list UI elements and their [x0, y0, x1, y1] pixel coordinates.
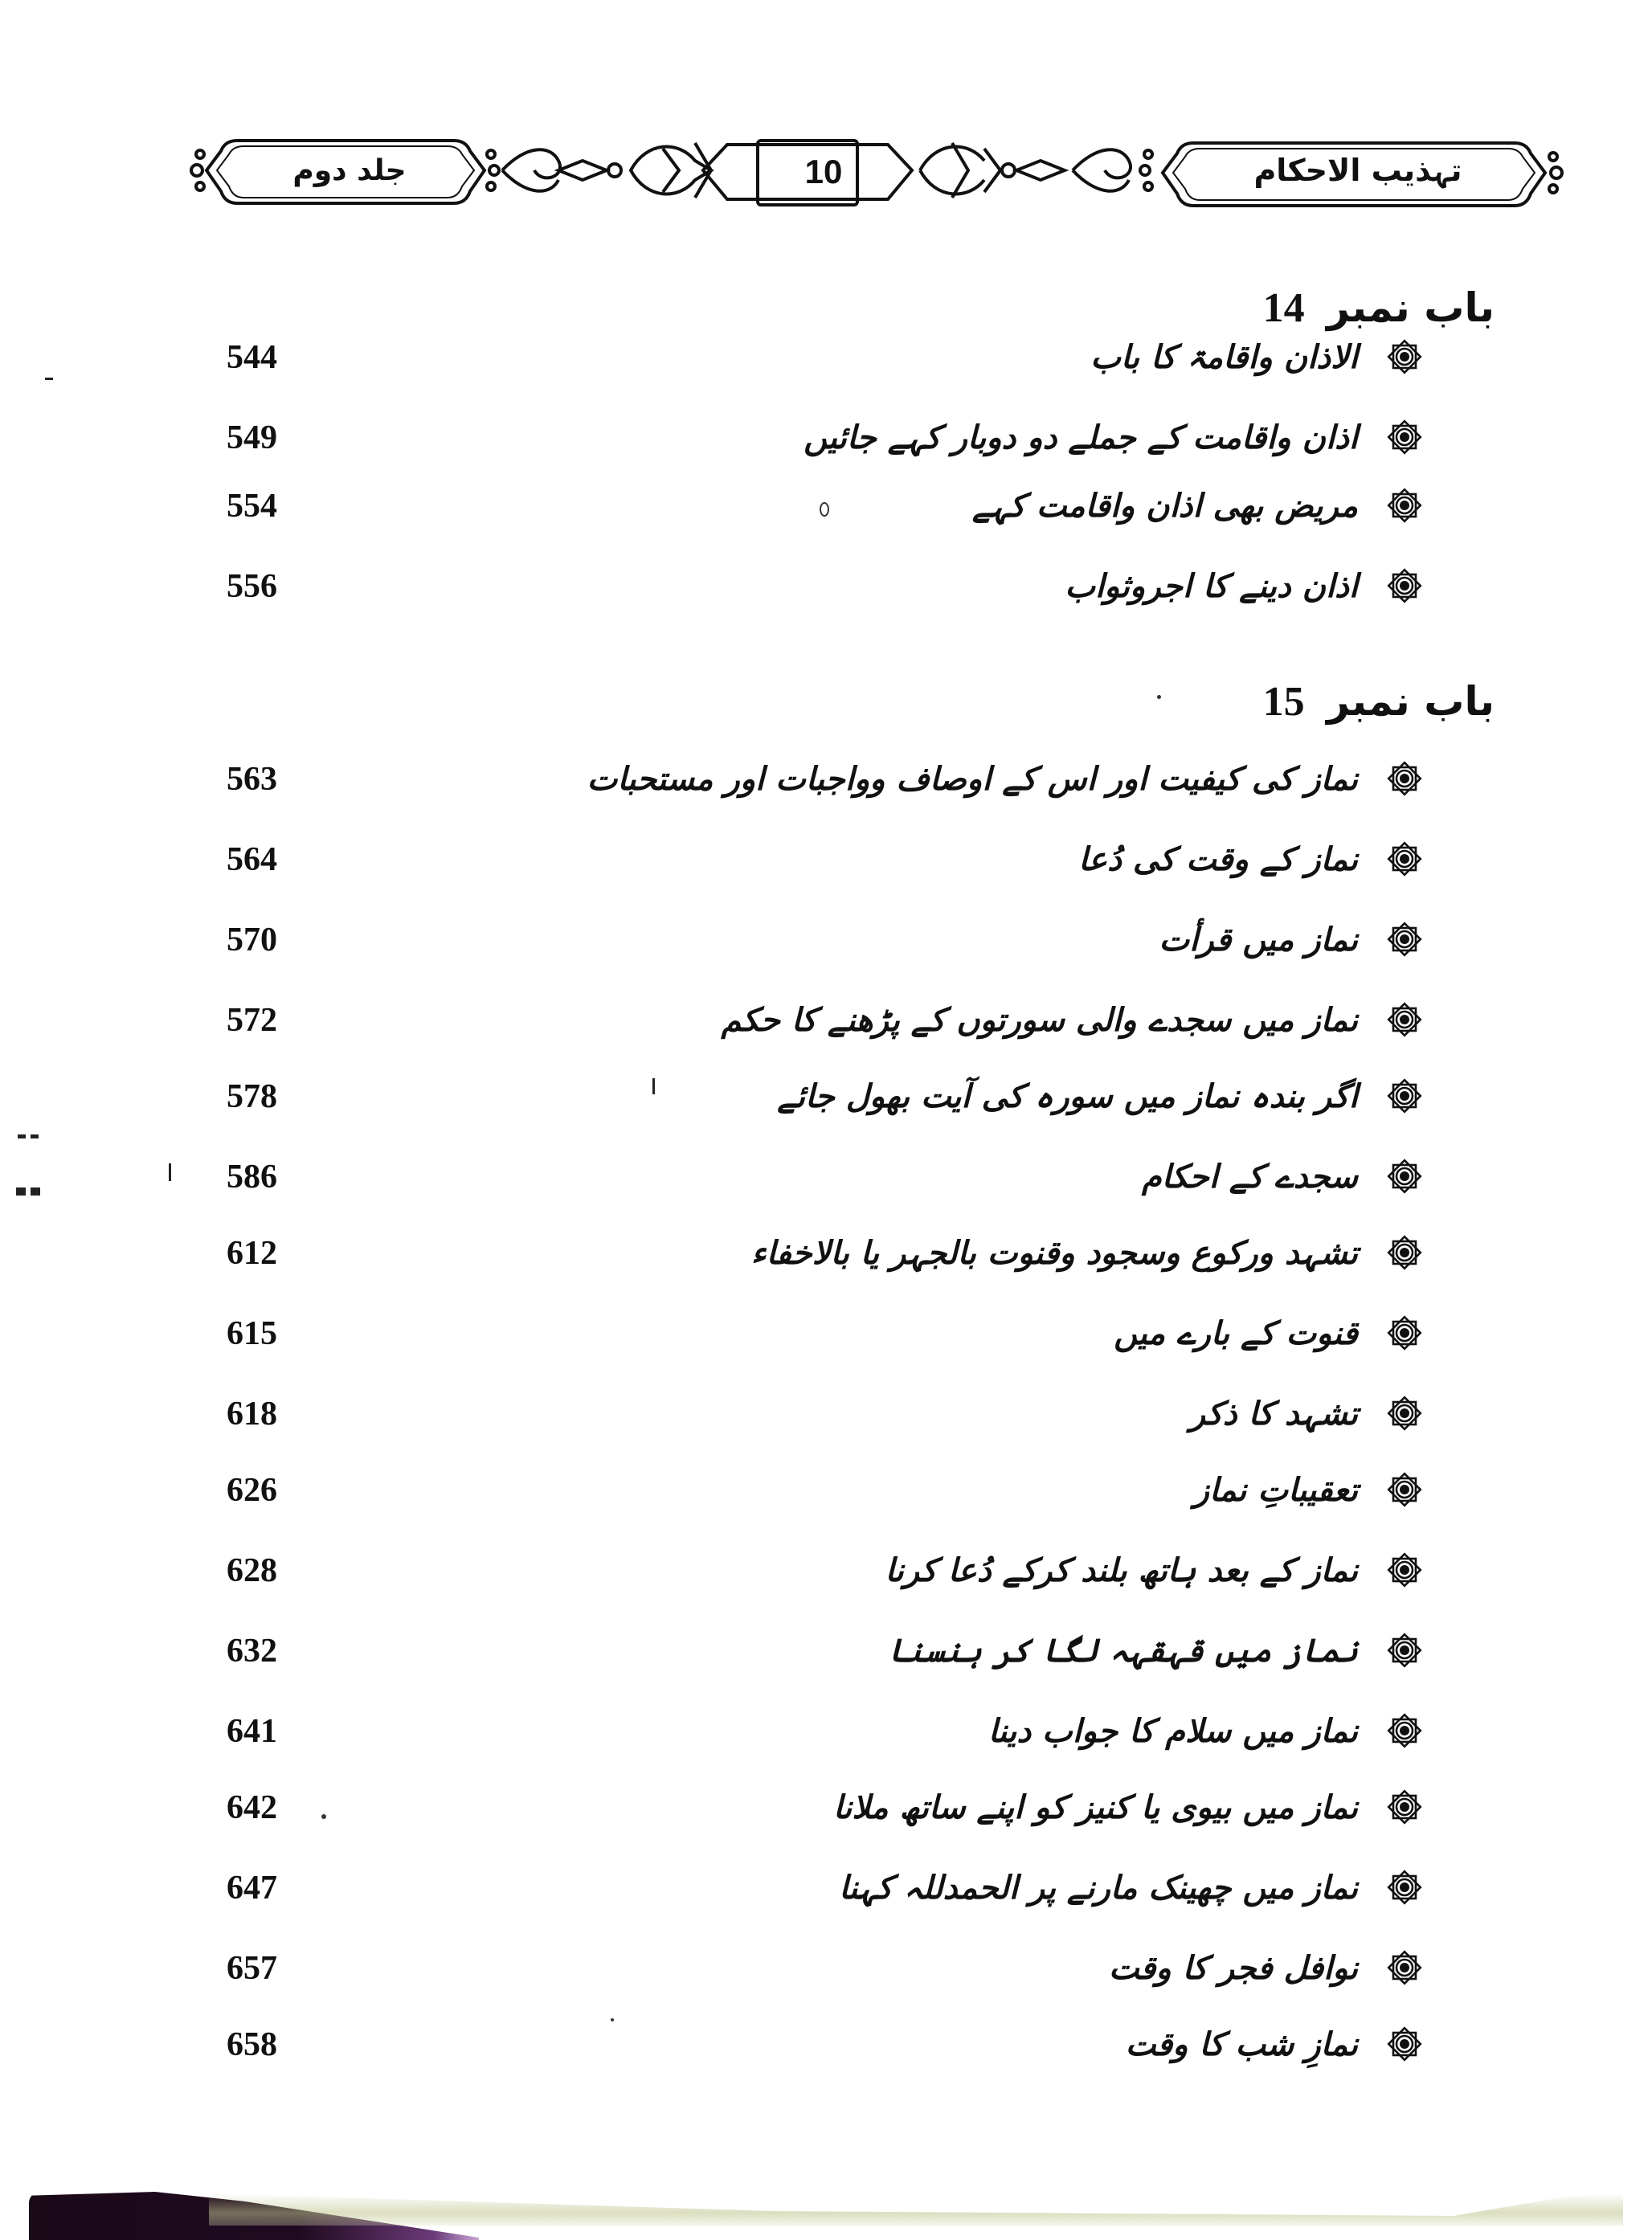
toc-entry[interactable]: [0, 1543, 1652, 1599]
toc-entry-page: 628: [227, 1552, 277, 1589]
eight-pointed-star-icon: [1384, 1232, 1425, 1273]
toc-entry[interactable]: [0, 992, 1652, 1048]
page-number: 10: [804, 153, 843, 190]
eight-pointed-star-icon: [1384, 758, 1425, 799]
toc-entry-title: نماز میں قہقہہ لگا کر ہنسنا: [887, 1633, 1358, 1670]
eight-pointed-star-icon: [1384, 336, 1425, 378]
toc-entry-title: اذان واقامت کے جملے دو دوبار کہے جائیں: [804, 419, 1358, 456]
section-heading-label: باب نمبر: [1326, 284, 1495, 331]
toc-entry-page: 612: [227, 1235, 277, 1272]
toc-entry-page: 572: [227, 1002, 277, 1039]
toc-entry-title: نماز میں سجدے والی سورتوں کے پڑھنے کا حکم: [721, 1002, 1358, 1039]
toc-entry-page: 657: [227, 1950, 277, 1987]
toc-entry-page: 618: [227, 1396, 277, 1433]
toc-entry-title: الاذان واقامۃ کا باب: [1090, 339, 1358, 376]
header-ornament-band: [181, 129, 1579, 217]
toc-entry-title: نماز میں قرأت: [1159, 922, 1358, 959]
scan-mark: [31, 1134, 39, 1138]
toc-entry-title: مریض بھی اذان واقامت کہے: [971, 488, 1358, 525]
toc-entry-page: 544: [227, 339, 277, 376]
eight-pointed-star-icon: [1384, 1866, 1425, 1908]
eight-pointed-star-icon: [1384, 838, 1425, 880]
section-heading-14: [1262, 284, 1495, 331]
toc-entry[interactable]: [0, 558, 1652, 615]
toc-entry-page: 642: [227, 1789, 277, 1826]
scan-mark: [16, 1187, 26, 1196]
toc-entry[interactable]: [0, 329, 1652, 386]
scan-mark: [45, 378, 53, 380]
eight-pointed-star-icon: [1384, 484, 1425, 526]
scan-speck: [611, 2018, 614, 2021]
toc-entry-title: تشہد کا ذکر: [1189, 1396, 1358, 1433]
toc-entry[interactable]: [0, 410, 1652, 466]
toc-entry[interactable]: [0, 2017, 1652, 2073]
volume-label: جلد دوم: [292, 153, 407, 187]
scan-speck: [321, 1814, 326, 1819]
eight-pointed-star-icon: [1384, 1629, 1425, 1671]
book-title: تہذیب الاحکام: [1253, 153, 1462, 188]
toc-entry-title: تعقیباتِ نماز: [1193, 1472, 1358, 1509]
eight-pointed-star-icon: [1384, 1075, 1425, 1117]
toc-entry[interactable]: [0, 751, 1652, 807]
eight-pointed-star-icon: [1384, 999, 1425, 1040]
toc-entry-page: 658: [227, 2026, 277, 2063]
eight-pointed-star-icon: [1384, 2023, 1425, 2065]
section-heading-number: 14: [1262, 285, 1305, 331]
toc-entry[interactable]: [0, 912, 1652, 968]
toc-entry-title: اذان دینے کا اجروثواب: [1065, 568, 1358, 605]
toc-entry[interactable]: [0, 1386, 1652, 1442]
toc-entry[interactable]: [0, 1860, 1652, 1916]
toc-entry-title: نماز کی کیفیت اور اس کے اوصاف وواجبات اور مستحبات: [587, 761, 1358, 798]
toc-entry[interactable]: [0, 832, 1652, 888]
toc-entry-title: اگر بندہ نماز میں سورہ کی آیت بھول جائے: [777, 1078, 1358, 1115]
toc-entry-page: 578: [227, 1078, 277, 1115]
eight-pointed-star-icon: [1384, 1947, 1425, 1989]
toc-entry-title: نماز کے وقت کی دُعا: [1078, 841, 1358, 878]
toc-entry-page: 626: [227, 1472, 277, 1509]
eight-pointed-star-icon: [1384, 1392, 1425, 1434]
eight-pointed-star-icon: [1384, 1786, 1425, 1828]
toc-entry-page: 647: [227, 1870, 277, 1907]
scan-mark: [31, 1187, 40, 1196]
toc-entry[interactable]: [0, 1703, 1652, 1760]
toc-entry-page: 586: [227, 1159, 277, 1196]
section-heading-number: 15: [1262, 679, 1305, 725]
toc-entry-title: سجدے کے احکام: [1142, 1159, 1358, 1196]
toc-entry-page: 564: [227, 841, 277, 878]
toc-entry-page: 632: [227, 1633, 277, 1670]
toc-entry-page: 556: [227, 568, 277, 605]
eight-pointed-star-icon: [1384, 565, 1425, 607]
toc-entry-page: 563: [227, 761, 277, 798]
toc-entry[interactable]: [0, 1306, 1652, 1362]
scan-mark: [18, 1134, 26, 1138]
eight-pointed-star-icon: [1384, 416, 1425, 458]
toc-entry[interactable]: [0, 1225, 1652, 1281]
toc-entry[interactable]: [0, 1149, 1652, 1205]
scan-speck: [1157, 695, 1161, 699]
eight-pointed-star-icon: [1384, 1312, 1425, 1354]
toc-entry-title: تشہد ورکوع وسجود وقنوت بالجہر یا بالاخفاء: [750, 1235, 1358, 1272]
toc-entry-title: نماز میں سلام کا جواب دینا: [988, 1713, 1358, 1750]
toc-entry-page: 570: [227, 922, 277, 959]
toc-entry[interactable]: [0, 1940, 1652, 1997]
eight-pointed-star-icon: [1384, 1549, 1425, 1591]
toc-entry-title: نماز کے بعد ہاتھ بلند کرکے دُعا کرنا: [885, 1552, 1358, 1589]
toc-entry-title: نماز میں چھینک مارنے پر الحمدللہ کہنا: [839, 1870, 1358, 1907]
eight-pointed-star-icon: [1384, 918, 1425, 960]
toc-entry-title: نماز میں بیوی یا کنیز کو اپنے ساتھ ملانا: [832, 1789, 1358, 1826]
toc-entry-title: قنوت کے بارے میں: [1114, 1315, 1358, 1352]
eight-pointed-star-icon: [1384, 1469, 1425, 1510]
toc-entry-title: نمازِ شب کا وقت: [1125, 2026, 1358, 2063]
toc-entry[interactable]: [0, 1462, 1652, 1519]
section-heading-15: [1262, 678, 1495, 725]
toc-entry[interactable]: [0, 1069, 1652, 1125]
toc-entry[interactable]: [0, 1780, 1652, 1836]
section-heading-label: باب نمبر: [1326, 678, 1495, 725]
eight-pointed-star-icon: [1384, 1710, 1425, 1752]
page-edge: [209, 2193, 1623, 2226]
scan-mark: [169, 1163, 171, 1181]
scan-mark: [652, 1078, 655, 1094]
toc-entry-page: 549: [227, 419, 277, 456]
toc-entry[interactable]: [0, 1623, 1652, 1679]
scan-mark: [820, 502, 829, 517]
toc-entry-page: 554: [227, 488, 277, 525]
toc-entry-page: 641: [227, 1713, 277, 1750]
toc-entry-page: 615: [227, 1315, 277, 1352]
toc-entry-title: نوافل فجر کا وقت: [1108, 1950, 1358, 1987]
eight-pointed-star-icon: [1384, 1155, 1425, 1197]
